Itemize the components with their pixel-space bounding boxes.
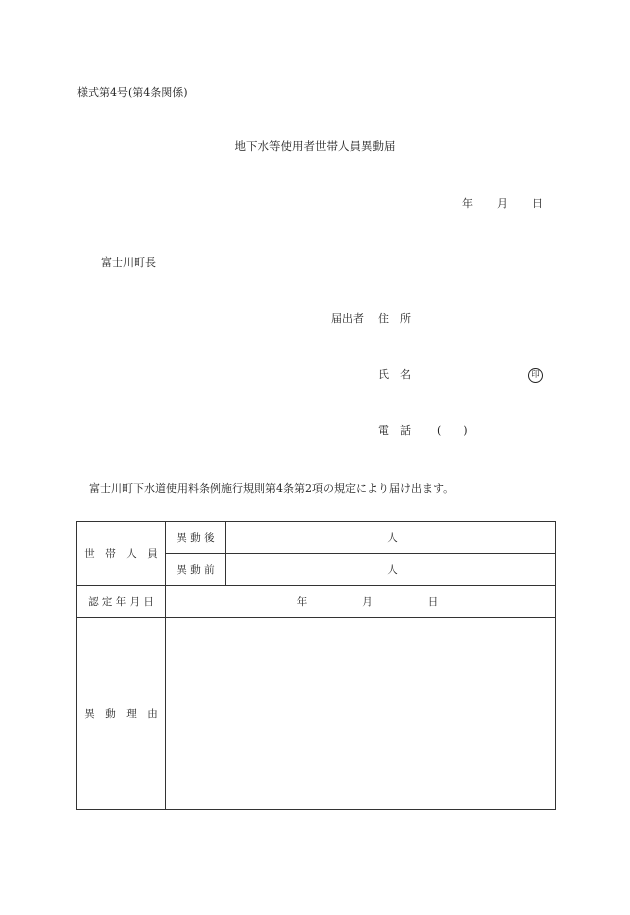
cert-date-label: 認 定 年 月 日 [77,586,166,618]
reason-label: 異 動 理 由 [77,618,166,810]
addressee: 富士川町長 [101,256,156,269]
date-day: 日 [532,197,543,210]
household-label: 世 帯 人 員 [77,522,166,586]
notifier-label: 届出者 [331,312,364,325]
cert-date-day: 日 [427,596,439,608]
phone-label: 電 話 [378,424,411,437]
before-label: 異 動 前 [166,554,226,586]
notification-table [76,521,556,810]
form-number: 様式第4号(第4条関係) [77,86,188,99]
before-count-field[interactable] [226,554,556,586]
date-year: 年 [462,197,473,210]
cert-date-month: 月 [362,596,373,608]
after-label: 異 動 後 [166,522,226,554]
phone-parens: ( ) [437,424,468,437]
before-unit: 人 [387,564,398,576]
name-label: 氏 名 [378,368,411,381]
cert-date-field[interactable] [166,586,556,618]
cert-date-year: 年 [296,596,308,608]
submission-date [462,198,543,209]
address-label: 住 所 [378,312,411,325]
page-title: 地下水等使用者世帯人員異動届 [234,139,396,153]
body-text: 富士川町下水道使用料条例施行規則第4条第2項の規定により届け出ます。 [89,482,455,495]
seal-icon: 印 [528,368,543,383]
reason-field[interactable] [166,618,556,810]
after-unit: 人 [387,532,398,544]
date-month: 月 [497,197,508,210]
after-count-field[interactable] [226,522,556,554]
